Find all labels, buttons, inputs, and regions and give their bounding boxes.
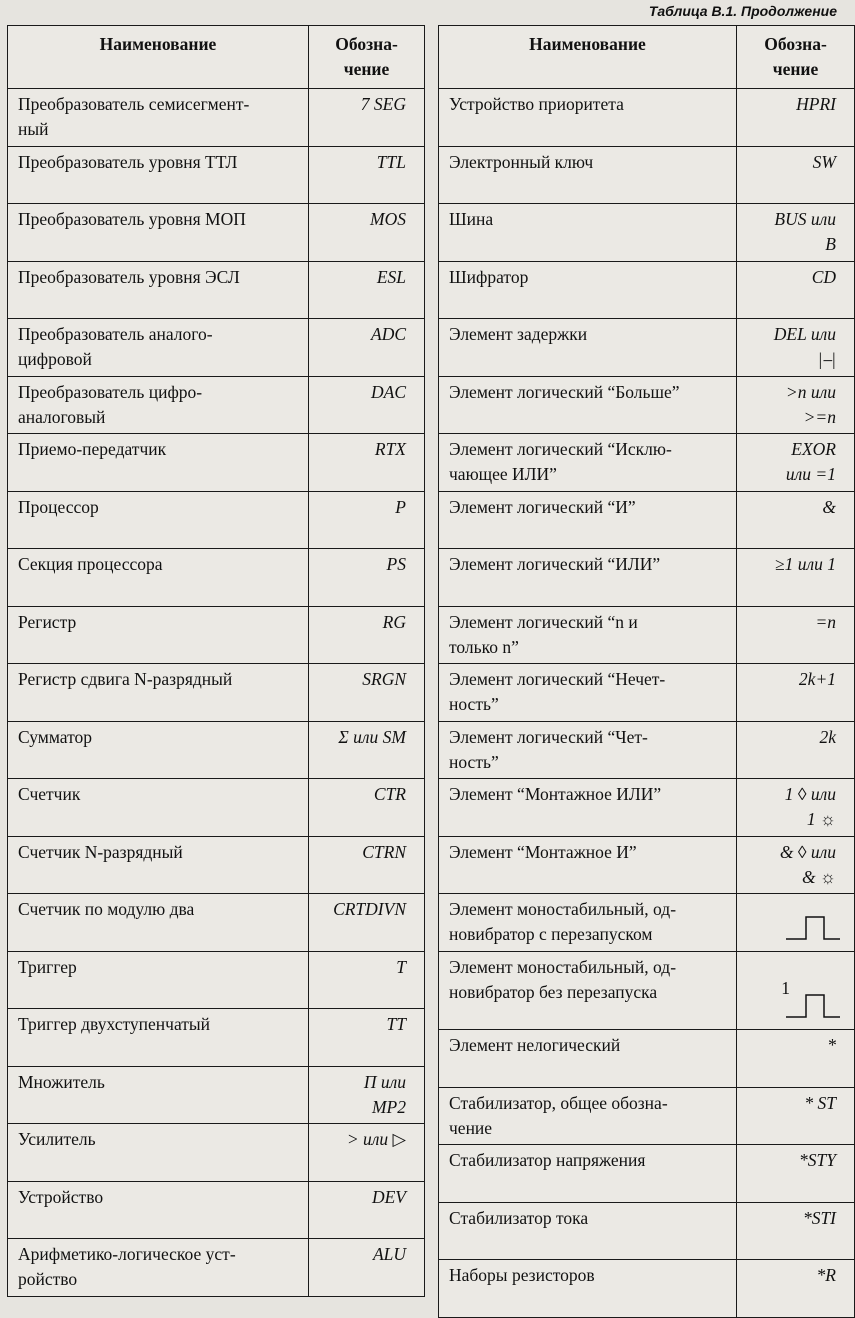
cell-name: Устройство xyxy=(8,1181,309,1239)
cell-symbol: ALU xyxy=(309,1239,425,1297)
cell-symbol: DEV xyxy=(309,1181,425,1239)
table-row xyxy=(439,204,855,262)
table-row xyxy=(439,1202,855,1260)
header-symbol: Обозна- чение xyxy=(737,26,855,89)
cell-name: Регистр xyxy=(8,606,309,664)
cell-symbol: ADC xyxy=(309,319,425,377)
table-row xyxy=(8,779,425,837)
cell-symbol: 7 SEG xyxy=(309,89,425,147)
table-row xyxy=(439,549,855,607)
table-row xyxy=(439,1087,855,1145)
cell-name: Счетчик N-разрядный xyxy=(8,836,309,894)
cell-symbol: 2k+1 xyxy=(737,664,855,722)
cell-symbol: *STY xyxy=(737,1145,855,1203)
table-row xyxy=(439,89,855,147)
cell-symbol: 1 xyxy=(737,951,855,1030)
table-row xyxy=(8,549,425,607)
cell-symbol: SRGN xyxy=(309,664,425,722)
cell-symbol: TTL xyxy=(309,146,425,204)
cell-symbol: HPRI xyxy=(737,89,855,147)
table-row xyxy=(8,1066,425,1124)
table-row xyxy=(439,951,855,1030)
table-row xyxy=(8,261,425,319)
table-row xyxy=(439,721,855,779)
cell-name: Преобразователь уровня МОП xyxy=(8,204,309,262)
table-header-row xyxy=(8,26,425,89)
table-row xyxy=(8,491,425,549)
table-row xyxy=(8,951,425,1009)
cell-name: Элемент нелогический xyxy=(439,1030,737,1088)
cell-name: Элемент логический “Чет- ность” xyxy=(439,721,737,779)
cell-symbol: CRTDIVN xyxy=(309,894,425,952)
table-row xyxy=(8,1009,425,1067)
table-row xyxy=(439,1145,855,1203)
header-name: Наименование xyxy=(8,26,309,89)
cell-symbol: BUS или B xyxy=(737,204,855,262)
cell-symbol: Σ или SM xyxy=(309,721,425,779)
cell-symbol: =n xyxy=(737,606,855,664)
table-row xyxy=(8,721,425,779)
pulse-restart-icon xyxy=(784,913,842,943)
header-symbol: Обозна- чение xyxy=(309,26,425,89)
cell-symbol: DEL или |⎯| xyxy=(737,319,855,377)
pulse-no-restart-icon xyxy=(784,991,842,1021)
table-row xyxy=(439,376,855,434)
table-row xyxy=(8,1124,425,1182)
cell-name: Элемент задержки xyxy=(439,319,737,377)
cell-name: Регистр сдвига N-разрядный xyxy=(8,664,309,722)
cell-name: Преобразователь уровня ТТЛ xyxy=(8,146,309,204)
cell-symbol: 1 ◊ или 1 ☼ xyxy=(737,779,855,837)
cell-symbol: TT xyxy=(309,1009,425,1067)
cell-symbol: PS xyxy=(309,549,425,607)
cell-name: Шифратор xyxy=(439,261,737,319)
cell-symbol: RTX xyxy=(309,434,425,492)
cell-name: Элемент логический “n и только n” xyxy=(439,606,737,664)
table-row xyxy=(8,664,425,722)
cell-name: Преобразователь уровня ЭСЛ xyxy=(8,261,309,319)
table-row xyxy=(8,894,425,952)
table-row xyxy=(8,89,425,147)
cell-name: Триггер xyxy=(8,951,309,1009)
table-row xyxy=(8,606,425,664)
table-row xyxy=(439,1260,855,1318)
cell-symbol: EXOR или =1 xyxy=(737,434,855,492)
table-row xyxy=(8,204,425,262)
cell-name: Стабилизатор тока xyxy=(439,1202,737,1260)
cell-symbol: CD xyxy=(737,261,855,319)
table-row xyxy=(8,1239,425,1297)
table-row xyxy=(439,261,855,319)
table-row xyxy=(439,894,855,952)
table-row xyxy=(439,606,855,664)
cell-symbol xyxy=(737,894,855,952)
cell-symbol: P xyxy=(309,491,425,549)
cell-name: Элемент моностабильный, од- новибратор с перезапуском xyxy=(439,894,737,952)
cell-symbol: CTR xyxy=(309,779,425,837)
cell-name: Элемент логический “Нечет- ность” xyxy=(439,664,737,722)
cell-name: Стабилизатор, общее обозна- чение xyxy=(439,1087,737,1145)
cell-symbol: SW xyxy=(737,146,855,204)
table-row xyxy=(8,319,425,377)
cell-name: Счетчик xyxy=(8,779,309,837)
cell-name: Элемент логический “Больше” xyxy=(439,376,737,434)
cell-symbol: 2k xyxy=(737,721,855,779)
cell-name: Сумматор xyxy=(8,721,309,779)
cell-name: Электронный ключ xyxy=(439,146,737,204)
cell-name: Устройство приоритета xyxy=(439,89,737,147)
table-row xyxy=(439,319,855,377)
cell-name: Усилитель xyxy=(8,1124,309,1182)
table-row xyxy=(8,376,425,434)
table-row xyxy=(439,491,855,549)
table-row xyxy=(439,779,855,837)
table-row xyxy=(8,434,425,492)
table-caption: Таблица В.1. Продолжение xyxy=(648,3,837,19)
cell-symbol: ESL xyxy=(309,261,425,319)
table-row xyxy=(8,146,425,204)
cell-symbol: & xyxy=(737,491,855,549)
cell-name: Счетчик по модулю два xyxy=(8,894,309,952)
designations-table-right xyxy=(438,25,855,1318)
cell-name: Шина xyxy=(439,204,737,262)
cell-symbol: & ◊ или & ☼ xyxy=(737,836,855,894)
cell-name: Элемент моностабильный, од- новибратор без перезапуска xyxy=(439,951,737,1030)
cell-name: Элемент логический “И” xyxy=(439,491,737,549)
cell-name: Элемент “Монтажное И” xyxy=(439,836,737,894)
cell-name: Арифметико-логическое уст- ройство xyxy=(8,1239,309,1297)
cell-symbol: *STI xyxy=(737,1202,855,1260)
table-row xyxy=(439,146,855,204)
table-header-row xyxy=(439,26,855,89)
cell-symbol: ≥1 или 1 xyxy=(737,549,855,607)
cell-symbol: > или ▷ xyxy=(309,1124,425,1182)
designations-table-left xyxy=(7,25,425,1297)
cell-name: Преобразователь семисегмент- ный xyxy=(8,89,309,147)
table-row xyxy=(8,1181,425,1239)
cell-name: Приемо-передатчик xyxy=(8,434,309,492)
table-row xyxy=(439,836,855,894)
cell-symbol: T xyxy=(309,951,425,1009)
cell-symbol: * ST xyxy=(737,1087,855,1145)
cell-symbol: >n или >=n xyxy=(737,376,855,434)
table-row xyxy=(439,1030,855,1088)
cell-name: Триггер двухступенчатый xyxy=(8,1009,309,1067)
cell-symbol: * xyxy=(737,1030,855,1088)
cell-symbol: *R xyxy=(737,1260,855,1318)
cell-name: Элемент “Монтажное ИЛИ” xyxy=(439,779,737,837)
cell-symbol: RG xyxy=(309,606,425,664)
table-row xyxy=(8,836,425,894)
cell-name: Множитель xyxy=(8,1066,309,1124)
table-row xyxy=(439,664,855,722)
cell-symbol: MOS xyxy=(309,204,425,262)
cell-name: Стабилизатор напряжения xyxy=(439,1145,737,1203)
cell-symbol: П или MP2 xyxy=(309,1066,425,1124)
header-name: Наименование xyxy=(439,26,737,89)
cell-name: Преобразователь цифро- аналоговый xyxy=(8,376,309,434)
cell-name: Процессор xyxy=(8,491,309,549)
cell-name: Элемент логический “ИЛИ” xyxy=(439,549,737,607)
cell-name: Секция процессора xyxy=(8,549,309,607)
table-row xyxy=(439,434,855,492)
cell-name: Преобразователь аналого- цифровой xyxy=(8,319,309,377)
cell-symbol: DAC xyxy=(309,376,425,434)
cell-name: Элемент логический “Исклю- чающее ИЛИ” xyxy=(439,434,737,492)
cell-name: Наборы резисторов xyxy=(439,1260,737,1318)
cell-symbol: CTRN xyxy=(309,836,425,894)
